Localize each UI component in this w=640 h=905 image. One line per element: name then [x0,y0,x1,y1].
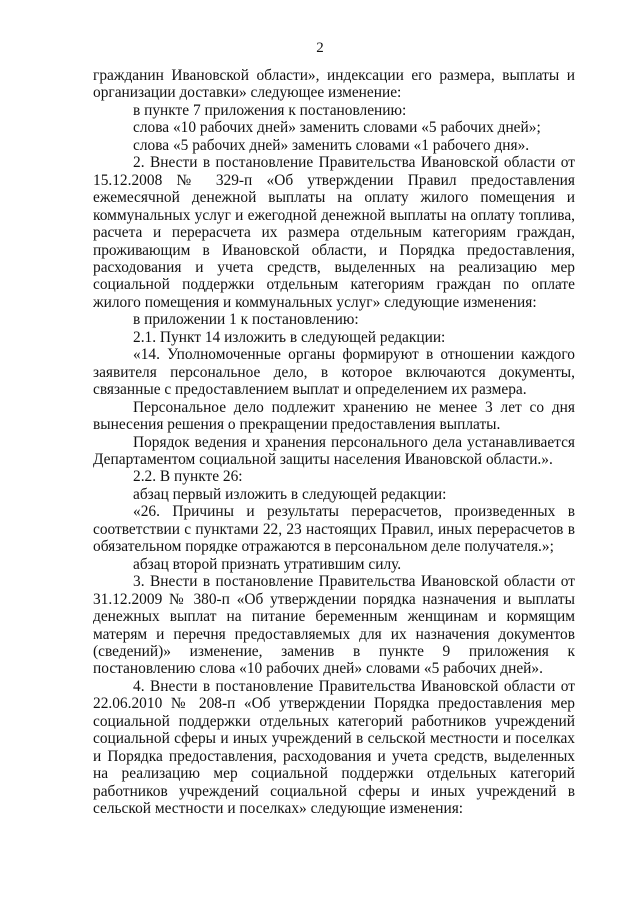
paragraph: 2. Внести в постановление Правительства Ивановской области от 15.12.2008 № 329-п «Об утверждении Правил предоставления ежемесячной денежной выплаты на оплату жилого помещения и коммунальных услуг и ежегодной денежной выплаты на оплату топлива, расчета и перерасчета их размера отдельным категориям граждан, проживающим в Ивановской области, и Порядка предоставления, расходования и учета средств, выделенных на реализацию мер социальной поддержки отдельным категориям граждан по оплате жилого помещения и коммунальных услуг» следующие изменения: [93,154,575,311]
paragraph: 4. Внести в постановление Правительства Ивановской области от 22.06.2010 № 208-п «Об утверждении Порядка предоставления мер социальной поддержки отдельных категорий работников учреждений социальной сферы и иных учреждений в сельской местности и поселках и Порядка предоставления, расходования и учета средств, выделенных на реализацию мер социальной поддержки отдельных категорий работников учреждений социальной сферы и иных учреждений в сельской местности и поселках» следующие изменения: [93,677,575,818]
paragraph: в приложении 1 к постановлению: [133,311,359,329]
paragraph: Порядок ведения и хранения персонального дела устанавливается Департаментом социальной защиты населения Ивановской области.». [93,433,575,468]
paragraph: «14. Уполномоченные органы формируют в отношении каждого заявителя персональное дело, в которое включаются документы, связанные с предоставлением выплат и определением их размера. [93,346,575,399]
paragraph: 2.2. В пункте 26: [133,468,243,486]
paragraph: в пункте 7 приложения к постановлению: [133,101,407,119]
paragraph: гражданин Ивановской области», индексации его размера, выплаты и организации доставки» следующее изменение: [93,67,575,102]
paragraph: слова «10 рабочих дней» заменить словами «5 рабочих дней»; [133,119,541,137]
paragraph: «26. Причины и результаты перерасчетов, произведенных в соответствии с пунктами 22, 23 настоящих Правил, иных перерасчетов в обязательном порядке отражаются в персональном деле получателя.»; [93,503,575,556]
paragraph: Персональное дело подлежит хранению не менее 3 лет со дня вынесения решения о прекращении предоставления выплаты. [93,398,575,434]
paragraph: абзац первый изложить в следующей редакции: [133,485,447,503]
paragraph: слова «5 рабочих дней» заменить словами «1 рабочего дня». [133,136,530,154]
paragraph: 2.1. Пункт 14 изложить в следующей редакции: [133,328,446,346]
document-body [93,67,575,817]
paragraph: абзац второй признать утратившим силу. [133,555,402,573]
paragraph: 3. Внести в постановление Правительства Ивановской области от 31.12.2009 № 380-п «Об утверждении порядка назначения и выплаты денежных выплат на питание беременным женщинам и кормящим матерям и перечня предоставляемых для их назначения документов (сведений)» изменение, заменив в пункте 9 приложения к постановлению слова «10 рабочих дней» словами «5 рабочих дней». [93,573,575,678]
page-number: 2 [316,40,324,56]
